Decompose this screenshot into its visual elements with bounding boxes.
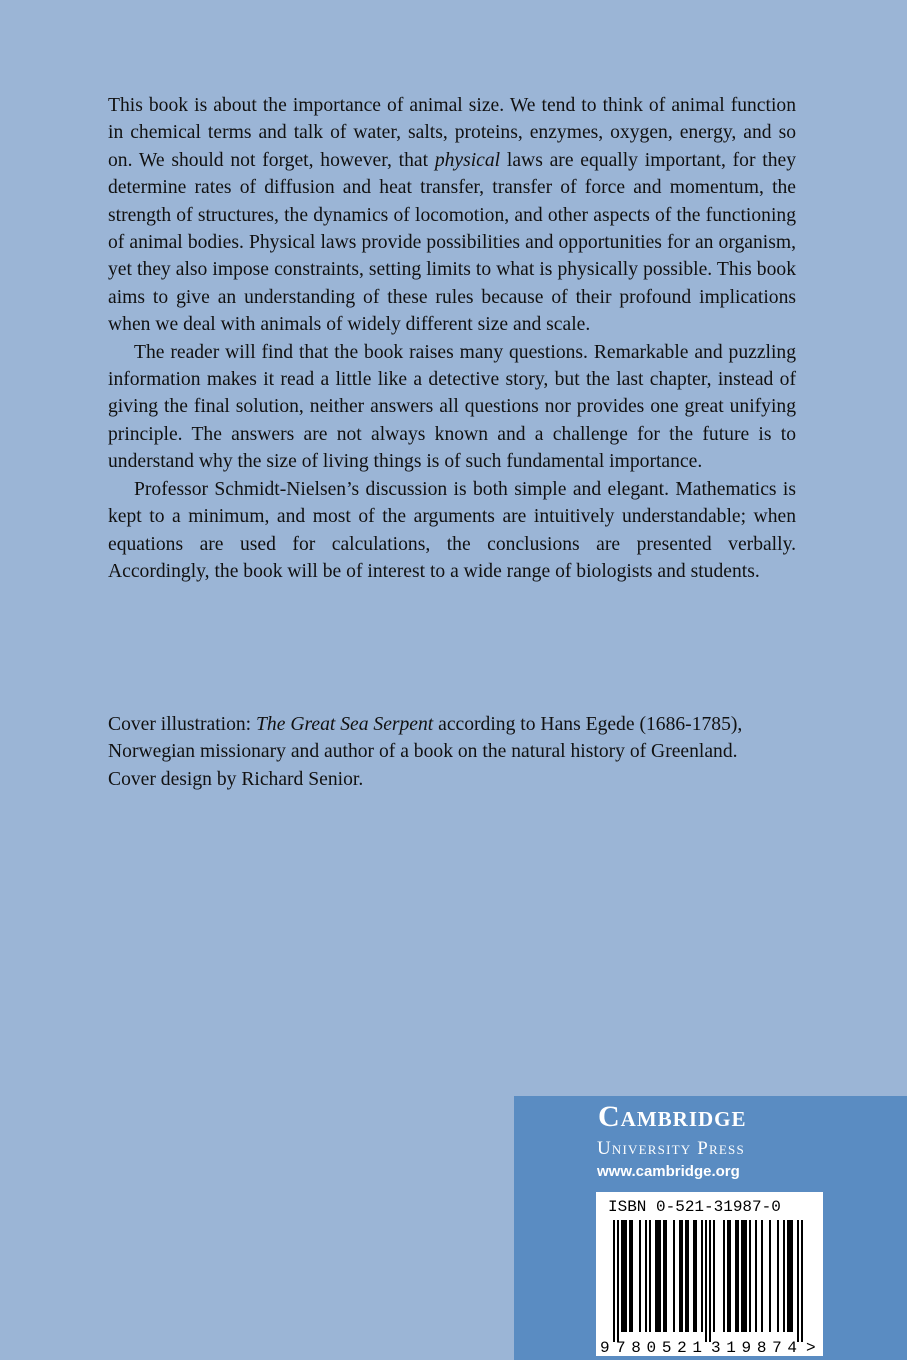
barcode-bar	[713, 1220, 715, 1332]
barcode-bar	[679, 1220, 681, 1332]
barcode-bar	[743, 1220, 745, 1332]
barcode-guard-bar	[617, 1220, 619, 1342]
barcode-bar	[727, 1220, 729, 1332]
barcode-bar	[735, 1220, 737, 1332]
barcode-bar	[681, 1220, 683, 1332]
barcode-bar	[655, 1220, 657, 1332]
blurb-p1-part-b: laws are equally important, for they determine rates of diffusion and heat transfer, transfer of force and momentum, the strength of structures, the dynamics of locomotion, and other aspects of the functioning of animal bodies. Physical laws provide possibilities and opportunities for an organism, yet they also impose constraints, setting limits to what is physically possible. This book aims to give an understanding of these rules because of their profound implications when we deal with animals of widely different size and scale.	[108, 149, 796, 336]
barcode-bar	[685, 1220, 687, 1332]
barcode-guard-bar	[613, 1220, 615, 1342]
barcode-bar	[673, 1220, 675, 1332]
barcode-bar	[783, 1220, 785, 1332]
cover-credits	[108, 711, 798, 793]
blurb-paragraph-3: Professor Schmidt-Nielsen’s discussion is both simple and elegant. Mathematics is kept to a minimum, and most of the arguments are intuitively understandable; when equations are used for calculations, the conclusions are presented verbally. Accordingly, the book will be of interest to a wide range of biologists and students.	[108, 478, 796, 582]
publisher-name: Cambridge	[598, 1100, 747, 1133]
ean-first-digit: 9	[600, 1339, 610, 1356]
barcode-graphic	[596, 1192, 823, 1356]
barcode-bar	[623, 1220, 625, 1332]
barcode-guard-bar	[709, 1220, 711, 1342]
barcode-bar	[761, 1220, 763, 1332]
barcode-bar	[657, 1220, 659, 1332]
barcode-bar	[649, 1220, 651, 1332]
barcode-bar	[665, 1220, 667, 1332]
barcode-bar	[755, 1220, 757, 1332]
barcode-bar	[729, 1220, 731, 1332]
ean-left-digits: 780521	[616, 1339, 702, 1356]
publisher-website: www.cambridge.org	[597, 1163, 740, 1180]
barcode-bar	[693, 1220, 695, 1332]
barcode-bar	[737, 1220, 739, 1332]
publisher-subtitle: University Press	[597, 1138, 745, 1159]
barcode-bar	[701, 1220, 703, 1332]
barcode-bar	[625, 1220, 627, 1332]
blurb-p1-emphasis: physical	[434, 149, 501, 171]
barcode-bar	[789, 1220, 791, 1332]
isbn-label: ISBN 0-521-31987-0	[608, 1198, 781, 1216]
credits-illustration-source: according to Hans Egede (1686-1785), Norwegian missionary and author of a book on the natural history of Greenland.	[108, 714, 743, 763]
barcode-guard-bar	[801, 1220, 803, 1342]
barcode-bar	[621, 1220, 623, 1332]
barcode-bar	[645, 1220, 647, 1332]
back-cover-blurb	[108, 92, 796, 585]
publisher-panel	[514, 1096, 907, 1360]
barcode-bar	[659, 1220, 661, 1332]
barcode-bar	[777, 1220, 779, 1332]
blurb-paragraph-2: The reader will find that the book raises many questions. Remarkable and puzzling information makes it read a little like a detective story, but the last chapter, instead of giving the final solution, neither answers all questions nor provides one great unifying principle. The answers are not always known and a challenge for the future is to understand why the size of living things is of such fundamental importance.	[108, 341, 796, 473]
barcode-bar	[741, 1220, 743, 1332]
barcode-bar	[629, 1220, 631, 1332]
barcode-bar	[687, 1220, 689, 1332]
credits-prefix: Cover illustration:	[108, 714, 257, 735]
ean-right-digits: 319874	[711, 1339, 797, 1356]
barcode-bar	[749, 1220, 751, 1332]
blurb-p1-part-a: This book is about the importance of animal size. We tend to think of animal function in chemical terms and talk of water, salts, proteins, enzymes, oxygen, energy, and so on. We should not forget, however, that	[108, 95, 796, 171]
blurb-paragraph-1	[108, 92, 796, 339]
barcode-bar	[787, 1220, 789, 1332]
barcode-bar	[695, 1220, 697, 1332]
barcode-bar	[769, 1220, 771, 1332]
barcode-bar	[631, 1220, 633, 1332]
ean-quiet-zone-mark: >	[806, 1339, 816, 1356]
barcode-bar	[723, 1220, 725, 1332]
barcode-bar	[639, 1220, 641, 1332]
isbn-barcode	[596, 1192, 823, 1356]
barcode-bar	[745, 1220, 747, 1332]
barcode-bar	[663, 1220, 665, 1332]
barcode-guard-bar	[797, 1220, 799, 1342]
barcode-guard-bar	[705, 1220, 707, 1342]
barcode-bar	[791, 1220, 793, 1332]
credits-illustration-title: The Great Sea Serpent	[256, 714, 434, 735]
credits-cover-design: Cover design by Richard Senior.	[108, 768, 364, 790]
